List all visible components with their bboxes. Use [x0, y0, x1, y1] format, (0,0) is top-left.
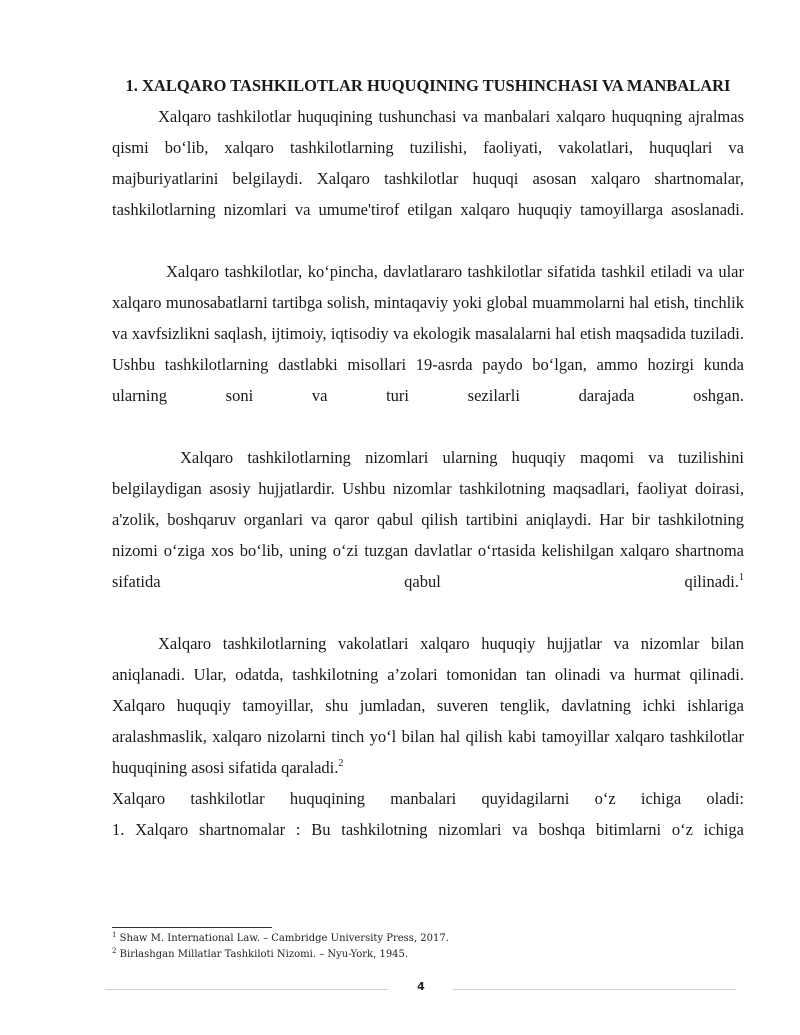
footnote-number: 2 [112, 947, 117, 955]
footer-divider-right [453, 989, 736, 990]
footer-divider-left [105, 989, 388, 990]
page-number: 4 [417, 980, 425, 993]
paragraph-3 [112, 442, 744, 597]
document-body [112, 70, 744, 845]
footnote-text: Shaw M. International Law. – Cambridge University Press, 2017. [119, 933, 449, 944]
list-item-1: 1. Xalqaro shartnomalar : Bu tashkilotning nizomlari va boshqa bitimlarni o‘z ichiga [112, 820, 744, 839]
footnote-separator [112, 927, 272, 928]
footnote-ref-2[interactable]: 2 [338, 758, 344, 769]
paragraph-4-text: Xalqaro tashkilotlarning vakolatlari xalqaro huquqiy hujjatlar va nizomlar bilan aniqlanadi. Ular, odatda, tashkilotning a’zolari tomonidan tan olinadi va hurmat qilinadi. Xalqaro huquqiy tamoyillar, shu jumladan, suveren tenglik, davlatning ichki ishlariga aralashmaslik, xalqaro nizolarni tinch yo‘l bilan hal qilish kabi tamoyillar xalqaro tashkilotlar huquqining asosi sifatida qaraladi. [112, 634, 744, 777]
footnote-1 [112, 931, 744, 947]
section-title: 1. XALQARO TASHKILOTLAR HUQUQINING TUSHINCHASI VA MANBALARI [125, 76, 731, 95]
paragraph-gap [112, 597, 744, 628]
footnote-ref-1[interactable]: 1 [739, 572, 744, 583]
paragraph-gap [112, 225, 744, 256]
footnotes [112, 931, 744, 963]
paragraph-5: Xalqaro tashkilotlar huquqining manbalari quyidagilarni o‘z ichiga oladi: [112, 789, 744, 808]
paragraph-4 [112, 628, 744, 783]
paragraph-gap [112, 411, 744, 442]
footnote-2 [112, 947, 744, 963]
paragraph-2: Xalqaro tashkilotlar, ko‘pincha, davlatlararo tashkilotlar sifatida tashkil etiladi va ular xalqaro munosabatlarni tartibga solish, mintaqaviy yoki global muammolarni hal etish, tinchlik va xavfsizlikni saqlash, ijtimoiy, iqtisodiy va ekologik masalalarni hal etish maqsadida tuziladi. Ushbu tashkilotlarning dastlabki misollari 19-asrda paydo bo‘lgan, ammo hozirgi kunda ularning soni va turi sezilarli darajada oshgan. [112, 262, 744, 405]
footnote-text: Birlashgan Millatlar Tashkiloti Nizomi. – Nyu-York, 1945. [119, 949, 409, 960]
paragraph-3-text: Xalqaro tashkilotlarning nizomlari ularning huquqiy maqomi va tuzilishini belgilaydigan asosiy hujjatlardir. Ushbu nizomlar tashkilotning maqsadlari, faoliyat doirasi, a'zolik, boshqaruv organlari va qaror qabul qilish tartibini aniqlaydi. Har bir tashkilotning nizomi o‘ziga xos bo‘lib, uning o‘zi tuzgan davlatlar o‘rtasida kelishilgan xalqaro shartnoma sifatida qabul qilinadi. [112, 448, 744, 591]
paragraph-1: Xalqaro tashkilotlar huquqining tushunchasi va manbalari xalqaro huquqning ajralmas qismi bo‘lib, xalqaro tashkilotlarning tuzilishi, faoliyati, vakolatlari, huquqlari va majburiyatlarini belgilaydi. Xalqaro tashkilotlar huquqi asosan xalqaro shartnomalar, tashkilotlarning nizomlari va umume'tirof etilgan xalqaro huquqiy tamoyillarga asoslanadi. [112, 107, 744, 219]
footnote-number: 1 [112, 931, 117, 939]
